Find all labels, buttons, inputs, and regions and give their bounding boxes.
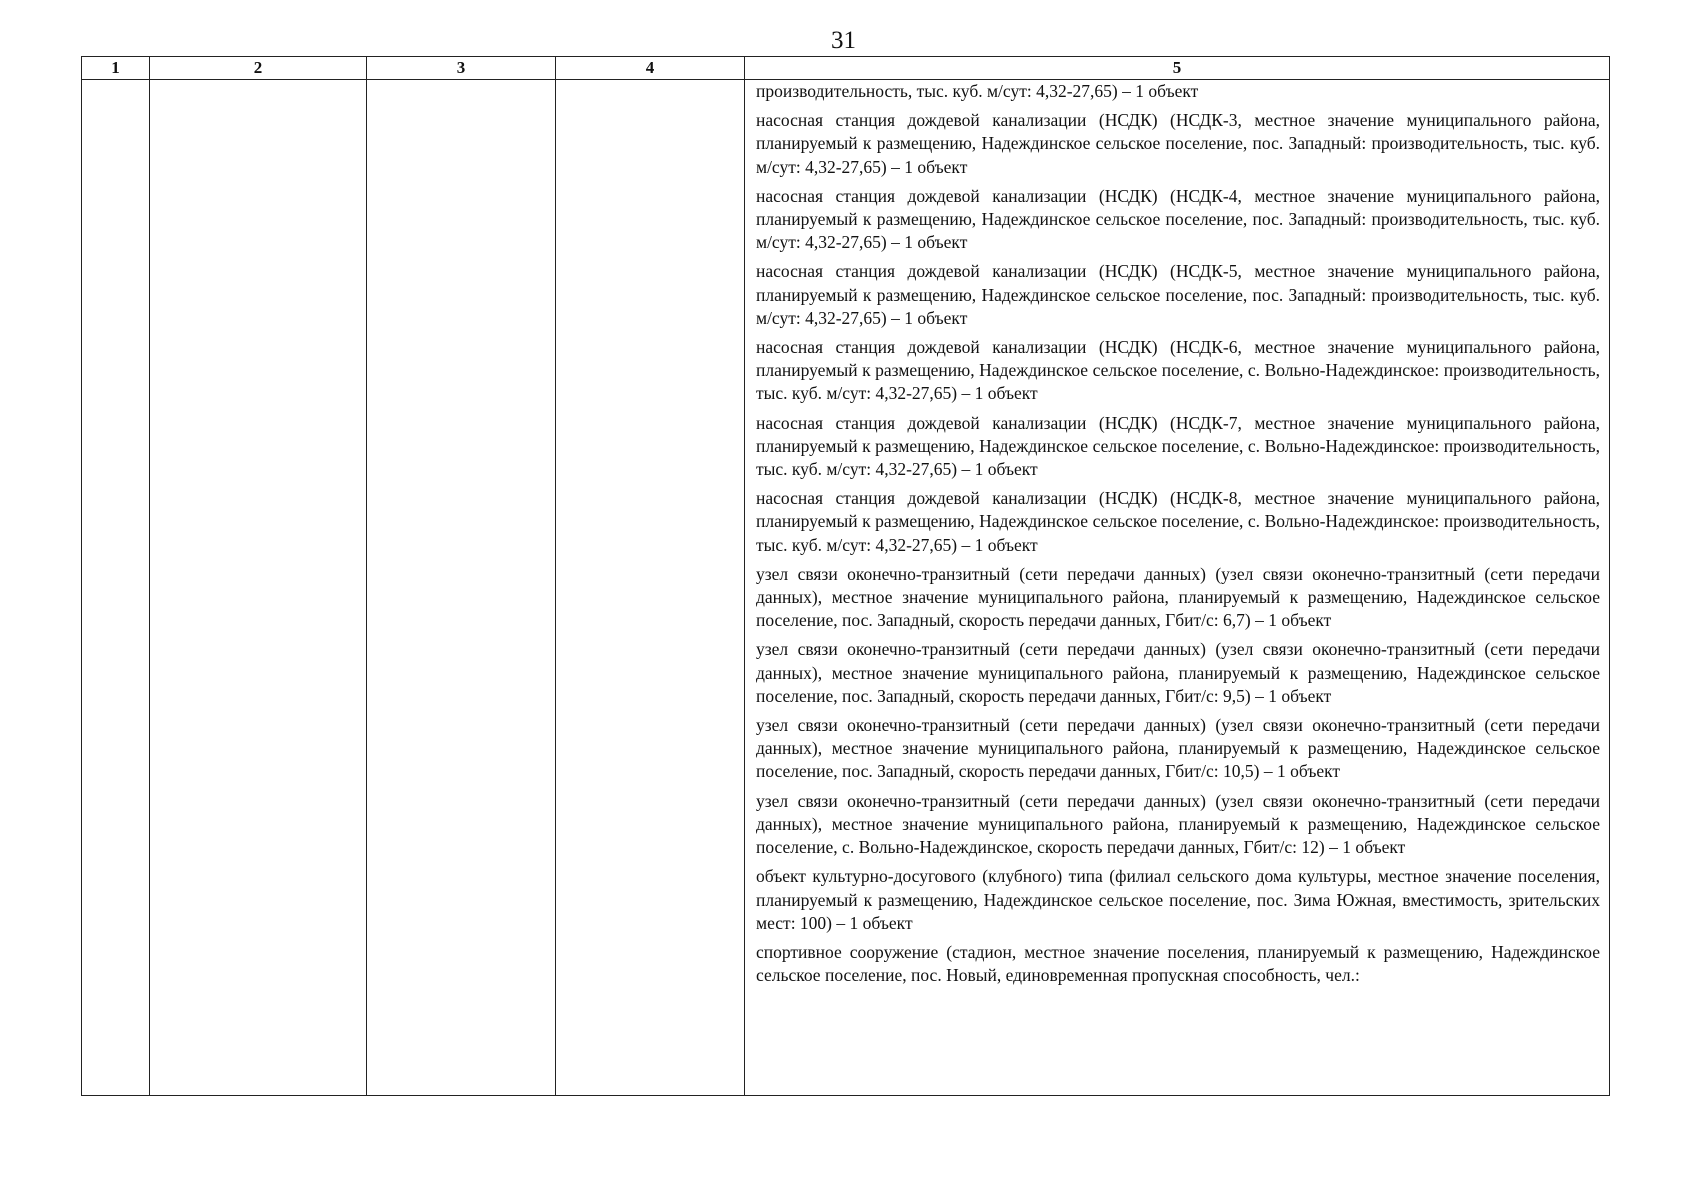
list-item: насосная станция дождевой канализации (НСДК) (НСДК-7, местное значение муниципального района, планируемый к размещению, Надеждинское сельское поселение, с. Вольно-Надеждинское: производительность, тыс. куб. м/сут: 4,32-27,65) – 1 объект bbox=[756, 412, 1600, 480]
table-cell-col4 bbox=[556, 80, 745, 1096]
list-item: насосная станция дождевой канализации (НСДК) (НСДК-5, местное значение муниципального района, планируемый к размещению, Надеждинское сельское поселение, пос. Западный: производительность, тыс. куб. м/сут: 4,32-27,65) – 1 объект bbox=[756, 261, 1600, 328]
list-item: производительность, тыс. куб. м/сут: 4,32-27,65) – 1 объект bbox=[756, 81, 1199, 101]
column-header-3: 3 bbox=[367, 57, 556, 80]
list-item: спортивное сооружение (стадион, местное значение поселения, планируемый к размещению, Надеждинское сельское поселение, пос. Новый, единовременная пропускная способность, чел.: bbox=[756, 941, 1600, 986]
list-item: узел связи оконечно-транзитный (сети передачи данных) (узел связи оконечно-транзитный (сети передачи данных), местное значение муниципального района, планируемый к размещению, Надеждинское сельское поселение, с. Вольно-Надеждинское, скорость передачи данных, Гбит/с: 12) – 1 объект bbox=[756, 790, 1600, 858]
list-item: объект культурно-досугового (клубного) типа (филиал сельского дома культуры, местное значение поселения, планируемый к размещению, Надеждинское сельское поселение, пос. Зима Южная, вместимость, зрительских мест: 100) – 1 объект bbox=[756, 866, 1600, 933]
table-header-row bbox=[82, 57, 1610, 80]
column-header-1: 1 bbox=[82, 57, 150, 80]
document-table bbox=[81, 56, 1610, 1096]
column-header-5: 5 bbox=[745, 57, 1610, 80]
list-item: насосная станция дождевой канализации (НСДК) (НСДК-8, местное значение муниципального района, планируемый к размещению, Надеждинское сельское поселение, с. Вольно-Надеждинское: производительность, тыс. куб. м/сут: 4,32-27,65) – 1 объект bbox=[756, 488, 1600, 555]
table-cell-col2 bbox=[150, 80, 367, 1096]
col5-entry-list bbox=[745, 80, 1609, 1095]
list-item: насосная станция дождевой канализации (НСДК) (НСДК-4, местное значение муниципального района, планируемый к размещению, Надеждинское сельское поселение, пос. Западный: производительность, тыс. куб. м/сут: 4,32-27,65) – 1 объект bbox=[756, 185, 1600, 253]
list-item: насосная станция дождевой канализации (НСДК) (НСДК-6, местное значение муниципального района, планируемый к размещению, Надеждинское сельское поселение, с. Вольно-Надеждинское: производительность, тыс. куб. м/сут: 4,32-27,65) – 1 объект bbox=[756, 337, 1600, 404]
page-number: 31 bbox=[831, 27, 856, 54]
list-item: узел связи оконечно-транзитный (сети передачи данных) (узел связи оконечно-транзитный (сети передачи данных), местное значение муниципального района, планируемый к размещению, Надеждинское сельское поселение, пос. Западный, скорость передачи данных, Гбит/с: 9,5) – 1 объект bbox=[756, 639, 1600, 706]
table-cell-col1 bbox=[82, 80, 150, 1096]
list-item: узел связи оконечно-транзитный (сети передачи данных) (узел связи оконечно-транзитный (сети передачи данных), местное значение муниципального района, планируемый к размещению, Надеждинское сельское поселение, пос. Западный, скорость передачи данных, Гбит/с: 6,7) – 1 объект bbox=[756, 563, 1600, 631]
list-item: узел связи оконечно-транзитный (сети передачи данных) (узел связи оконечно-транзитный (сети передачи данных), местное значение муниципального района, планируемый к размещению, Надеждинское сельское поселение, пос. Западный, скорость передачи данных, Гбит/с: 10,5) – 1 объект bbox=[756, 715, 1600, 782]
table-row bbox=[82, 80, 1610, 1096]
column-header-2: 2 bbox=[150, 57, 367, 80]
list-item: насосная станция дождевой канализации (НСДК) (НСДК-3, местное значение муниципального района, планируемый к размещению, Надеждинское сельское поселение, пос. Западный: производительность, тыс. куб. м/сут: 4,32-27,65) – 1 объект bbox=[756, 110, 1600, 177]
table-cell-col5 bbox=[745, 80, 1610, 1096]
table-cell-col3 bbox=[367, 80, 556, 1096]
column-header-4: 4 bbox=[556, 57, 745, 80]
